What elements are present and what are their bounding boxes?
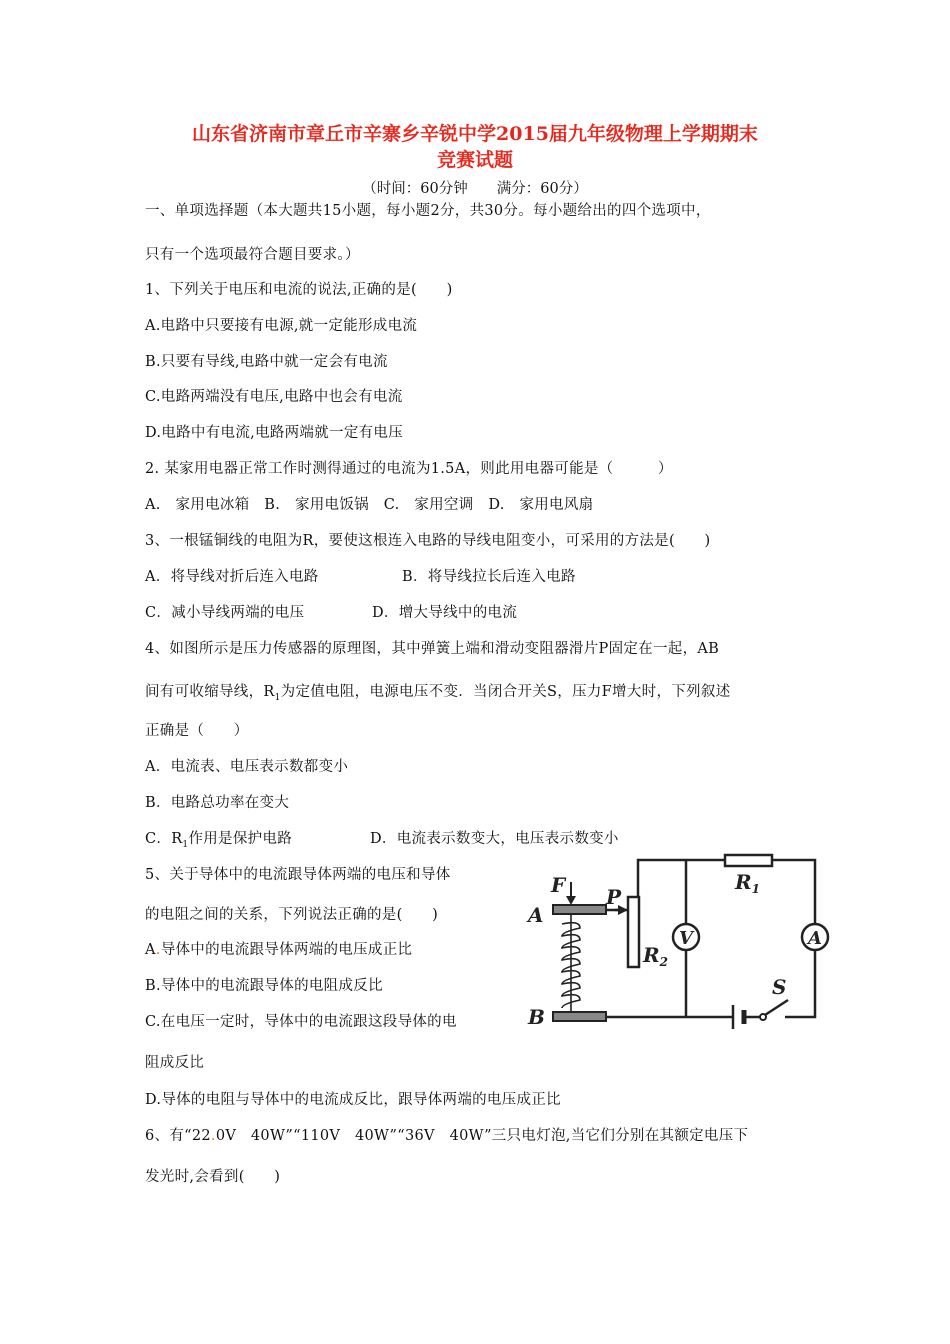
q5-stem-line-2: 的电阻之间的关系，下列说法正确的是( ) <box>145 907 439 923</box>
label-b: B <box>528 1005 545 1029</box>
label-r2: $R_2$ <box>643 943 668 969</box>
force-arrowhead <box>566 896 576 905</box>
q4-stem-line-3: 正确是（ ） <box>145 723 249 739</box>
q6-stem-line-1: 6、有“22.0V 40W”“110V 40W”“36V 40W”三只电灯泡,当它们分别在其额定电压下 <box>145 1128 749 1144</box>
q4-option-b: B．电路总功率在变大 <box>145 795 290 811</box>
label-a: A <box>528 903 544 927</box>
switch-lever <box>765 1000 788 1015</box>
q3-stem: 3、一根锰铜线的电阻为R，要使这根连入电路的导线电阻变小，可采用的方法是( ) <box>145 533 711 549</box>
title-line-2: 竞赛试题 <box>436 149 513 171</box>
section-intro-line-1: 一、单项选择题（本大题共15小题，每小题2分，共30分。每小题给出的四个选项中， <box>145 203 711 219</box>
q3-option-b: B．将导线拉长后连入电路 <box>402 569 576 585</box>
title-line-1: 山东省济南市章丘市辛寨乡辛锐中学2015届九年级物理上学期期末 <box>192 123 758 145</box>
q4-stem-line-1: 4、如图所示是压力传感器的原理图，其中弹簧上端和滑动变阻器滑片P固定在一起，AB <box>145 641 720 657</box>
q4-stem-line-2: 间有可收缩导线，$R_1$为定值电阻，电源电压不变．当闭合开关S，压力F增大时，下列叙述 <box>145 684 731 703</box>
q3-option-d: D．增大导线中的电流 <box>372 605 518 621</box>
label-s: S <box>772 975 787 999</box>
q5-stem-line-1: 5、关于导体中的电流跟导体两端的电压和导体 <box>145 867 451 883</box>
pressure-sensor-circuit-diagram <box>520 852 820 1032</box>
q1-option-a: A.电路中只要接有电源,就一定能形成电流 <box>145 318 418 334</box>
q1-option-b: B.只要有导线,电路中就一定会有电流 <box>145 354 388 370</box>
label-f: F <box>551 873 566 897</box>
q4-option-d: D．电流表示数变大，电压表示数变小 <box>370 831 619 847</box>
q2-options: A. 家用电冰箱 B. 家用电饭锅 C. 家用空调 D. 家用电风扇 <box>145 497 594 513</box>
q5-option-b: B.导体中的电流跟导体的电阻成反比 <box>145 978 383 994</box>
q4-option-a: A．电流表、电压表示数都变小 <box>145 759 349 775</box>
spring <box>562 914 580 1012</box>
exam-info: （时间：60分钟 满分：60分） <box>362 181 588 197</box>
section-intro-line-2: 只有一个选项最符合题目要求。） <box>145 247 360 263</box>
q5-option-d: D.导体的电阻与导体中的电流成反比，跟导体两端的电压成正比 <box>145 1092 561 1108</box>
q1-stem: 1、下列关于电压和电流的说法,正确的是( ) <box>145 282 453 298</box>
resistor-r1 <box>725 855 772 866</box>
q5-option-a: A.导体中的电流跟导体两端的电压成正比 <box>145 942 413 958</box>
rheostat-r2 <box>628 897 639 967</box>
label-p: P <box>606 885 622 909</box>
label-r1: $R_1$ <box>735 870 760 896</box>
q1-option-c: C.电路两端没有电压,电路中也会有电流 <box>145 389 403 405</box>
q5-option-c-line-2: 阻成反比 <box>145 1055 205 1071</box>
q6-stem-line-2: 发光时,会看到( ) <box>145 1169 281 1185</box>
q2-stem: 2. 某家用电器正常工作时测得通过的电流为1.5A，则此用电器可能是（ ） <box>145 461 673 477</box>
label-v: V <box>679 928 693 949</box>
q3-option-c: C．减小导线两端的电压 <box>145 605 305 621</box>
q5-option-c-line-1: C.在电压一定时，导体中的电流跟这段导体的电 <box>145 1014 457 1030</box>
plate-a <box>553 905 606 914</box>
q1-option-d: D.电路中有电流,电路两端就一定有电压 <box>145 425 404 441</box>
label-ammeter: A <box>808 928 822 949</box>
plate-b <box>553 1012 606 1021</box>
q3-option-a: A．将导线对折后连入电路 <box>145 569 319 585</box>
q4-option-c: C．$R_1$作用是保护电路 <box>145 831 293 850</box>
